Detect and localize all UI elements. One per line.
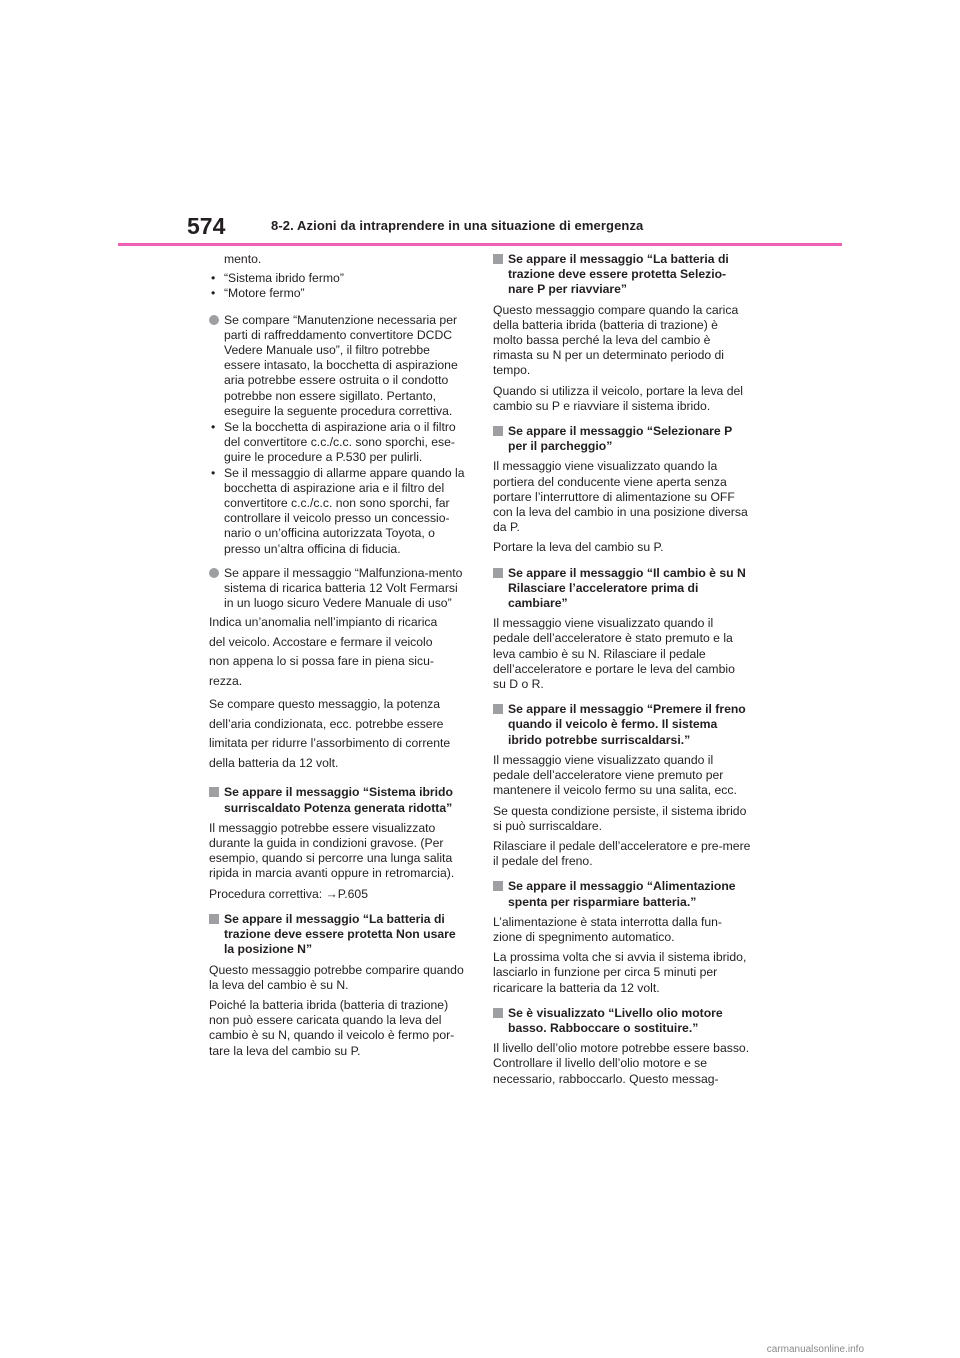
olio-heading: Se è visualizzato “Livello olio motore basso. Rabboccare o sostituire.” — [493, 1006, 751, 1036]
selezionare-p-heading: Se appare il messaggio “La batteria di trazione deve essere protetta Selezio-nare P per riavviare” — [493, 252, 751, 298]
page-number: 574 — [187, 213, 226, 239]
paragraph: Quando si utilizza il veicolo, portare la leva del cambio su P e riavviare il sistema ibrido. — [493, 383, 743, 413]
paragraph: Procedura correttiva: →P.605 — [209, 886, 368, 901]
bullet-marker: • — [211, 271, 216, 286]
bullet-marker: • — [211, 286, 216, 301]
square-bullet-icon — [493, 426, 503, 436]
ricarica-description: Indica un’anomalia nell’impianto di ricarica del veicolo. Accostare e fermare il veicolo non appena lo si possa fare in piena sicu- rezza. — [209, 615, 438, 688]
paragraph: La prossima volta che si avvia il sistema ibrido, lasciarlo in funzione per circa 5 minuti per ricaricare la batteria da 12 volt. — [493, 950, 747, 995]
right-column — [493, 252, 751, 1092]
bullet-marker: • — [211, 465, 216, 480]
circle-bullet-icon — [209, 568, 219, 578]
square-bullet-icon — [493, 881, 503, 891]
freno-heading: Se appare il messaggio “Premere il freno quando il veicolo è fermo. Il sistema ibrido potrebbe surriscaldarsi.” — [493, 702, 751, 748]
paragraph: Il messaggio viene visualizzato quando la portiera del conducente viene aperta senza portare l’interruttore di alimentazione su OFF con la leva del cambio in una posizione diversa da P. — [493, 459, 748, 535]
square-bullet-icon — [209, 914, 219, 924]
list-item: • “Motore fermo” — [211, 286, 305, 301]
non-usare-n-heading: Se appare il messaggio “La batteria di trazione deve essere protetta Non usare la posizione N” — [209, 912, 467, 958]
list-item: • Se la bocchetta di aspirazione aria o il filtro del convertitore c.c./c.c. sono sporchi, ese-guire le procedure a P.530 per pulirli. — [211, 420, 456, 465]
header-rule — [118, 243, 842, 246]
section-title: 8-2. Azioni da intraprendere in una situazione di emergenza — [271, 218, 644, 233]
square-bullet-icon — [493, 254, 503, 264]
watermark: carmanualsonline.info — [766, 1344, 864, 1355]
square-bullet-icon — [493, 1008, 503, 1018]
left-column — [209, 252, 467, 1064]
paragraph: Il messaggio viene visualizzato quando il pedale dell’acceleratore viene premuto per mantenere il veicolo fermo su una salita, ecc. — [493, 752, 737, 798]
paragraph: Il livello dell’olio motore potrebbe essere basso. Controllare il livello dell’olio motore e se necessario, rabboccarlo. Questo messag- — [493, 1041, 750, 1086]
surriscaldato-heading: Se appare il messaggio “Sistema ibrido surriscaldato Potenza generata ridotta” — [209, 785, 467, 815]
paragraph: Il messaggio viene visualizzato quando il pedale dell’acceleratore è stato premuto e la leva cambio è su N. Rilasciare il pedale dell’acceleratore e portare le leva del cambio su D o R. — [493, 616, 735, 692]
paragraph: Rilasciare il pedale dell’acceleratore e pre-mere il pedale del freno. — [493, 838, 751, 869]
bullet-marker: • — [211, 420, 216, 435]
paragraph: Portare la leva del cambio su P. — [493, 540, 664, 555]
square-bullet-icon — [493, 704, 503, 714]
ricarica-description-2: Se compare questo messaggio, la potenza dell’aria condizionata, ecc. potrebbe essere limitata per ridurre l’assorbimento di corrente della batteria da 12 volt. — [209, 697, 451, 770]
circle-bullet-icon — [209, 315, 219, 325]
square-bullet-icon — [493, 568, 503, 578]
cambio-n-heading: Se appare il messaggio “Il cambio è su N Rilasciare l’acceleratore prima di cambiare” — [493, 566, 751, 612]
dcdc-note: Se compare “Manutenzione necessaria per parti di raffreddamento convertitore DCDC Vedere Manuale uso”, il filtro potrebbe essere intasato, la bocchetta di aspirazione aria potrebbe essere ostruita o il condotto potrebbe non essere sigillato. Pertanto, eseguire la seguente procedura correttiva. — [209, 313, 467, 419]
parcheggio-heading: Se appare il messaggio “Selezionare P per il parcheggio” — [493, 424, 751, 454]
paragraph: Poiché la batteria ibrida (batteria di trazione) non può essere caricata quando la leva del cambio è su N, quando il veicolo è fermo por-tare la leva del cambio su P. — [209, 997, 455, 1058]
alimentazione-heading: Se appare il messaggio “Alimentazione spenta per risparmiare batteria.” — [493, 879, 751, 909]
ricarica-note: Se appare il messaggio “Malfunziona-mento sistema di ricarica batteria 12 Volt Fermarsi in un luogo sicuro Vedere Manuale di uso” — [209, 566, 467, 612]
paragraph: Se questa condizione persiste, il sistema ibrido si può surriscaldare. — [493, 803, 747, 833]
list-item: • “Sistema ibrido fermo” — [211, 271, 344, 286]
square-bullet-icon — [209, 787, 219, 797]
paragraph: Questo messaggio potrebbe comparire quando la leva del cambio è su N. — [209, 962, 464, 992]
paragraph: Questo messaggio compare quando la carica della batteria ibrida (batteria di trazione) è molto bassa perché la leva del cambio è rimasta su N per un determinato periodo di tempo. — [493, 302, 739, 378]
paragraph: Il messaggio potrebbe essere visualizzato durante la guida in condizioni gravose. (Per esempio, quando si percorre una lunga salita ripida in marcia avanti oppure in retromarcia). — [209, 820, 455, 881]
paragraph: L’alimentazione è stata interrotta dalla fun-zione di spegnimento automatico. — [493, 914, 722, 944]
list-item: • Se il messaggio di allarme appare quando la bocchetta di aspirazione aria e il filtro del convertitore c.c./c.c. non sono sporchi, far controllare il veicolo presso un concessio-nario o un’officina autorizzata Toyota, o presso un’altra officina di fiducia. — [211, 465, 465, 556]
intro-text: mento. — [224, 252, 262, 266]
